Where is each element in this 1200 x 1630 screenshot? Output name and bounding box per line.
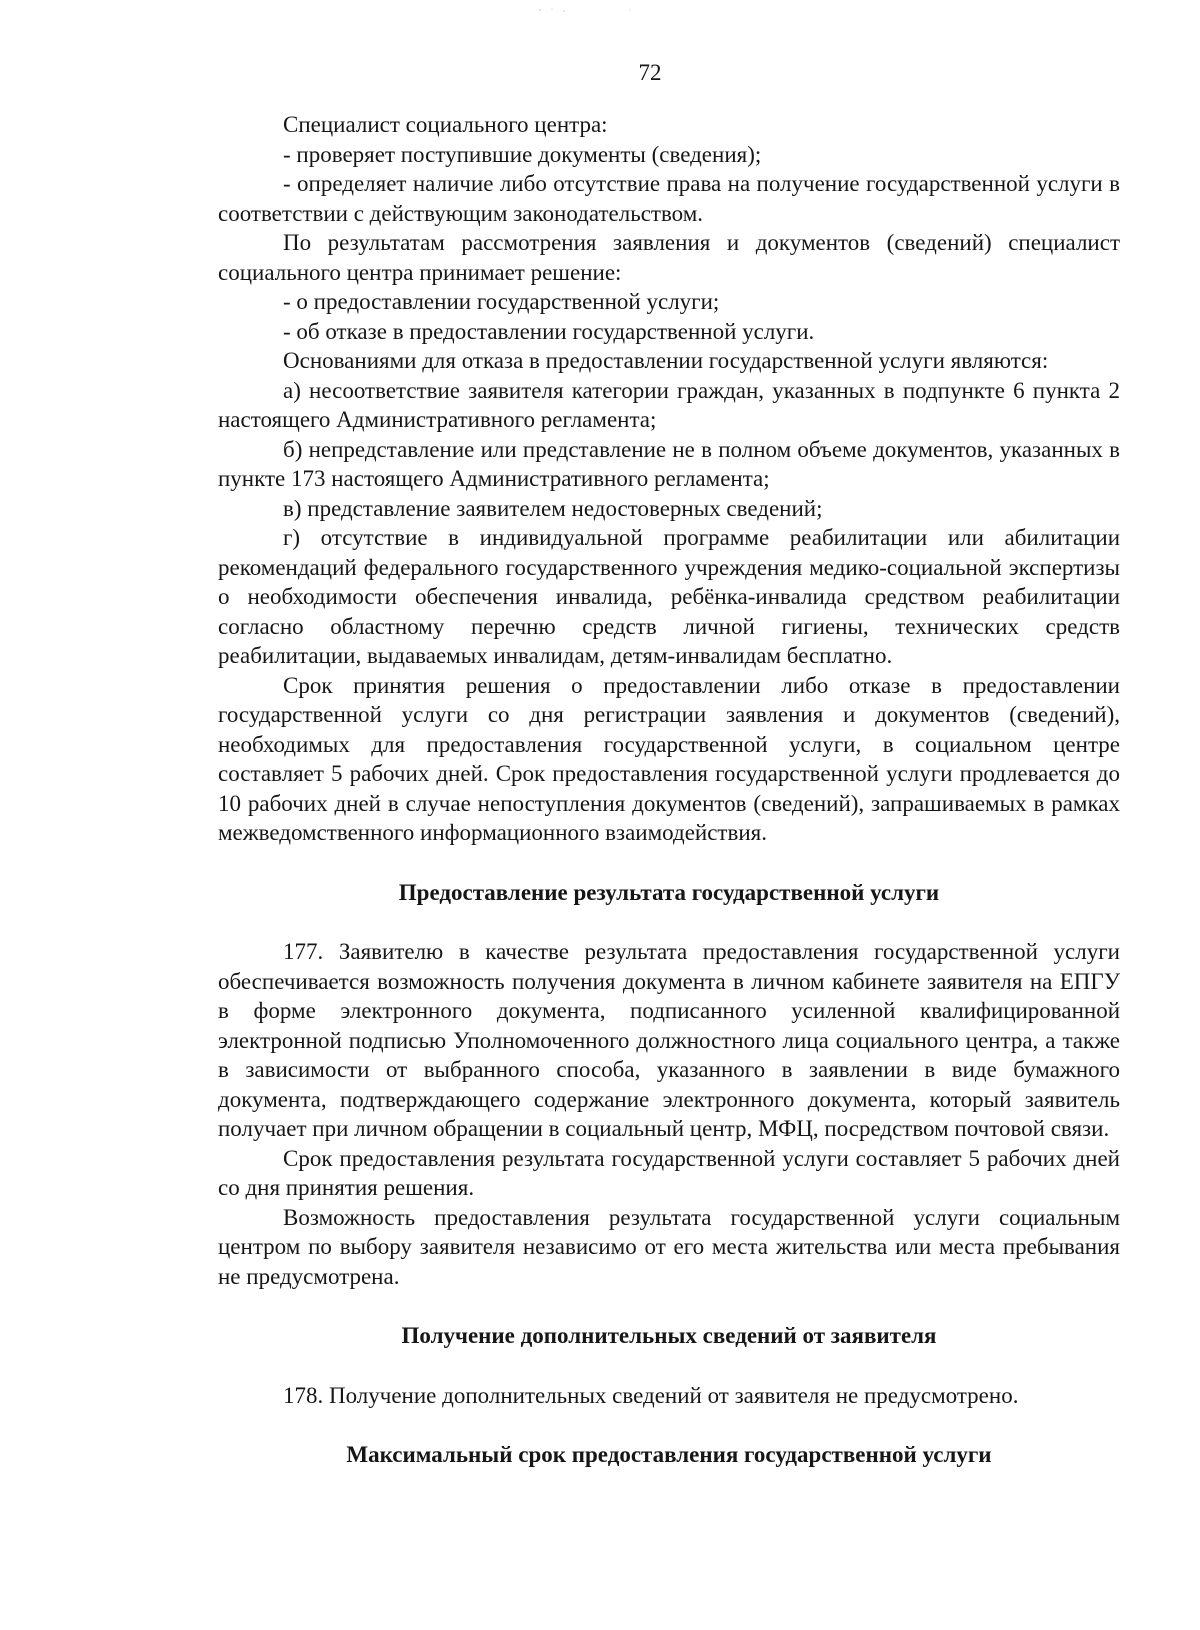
paragraph: - определяет наличие либо отсутствие права на получение государственной услуги в соответствии с действующим законодательством.	[218, 171, 1120, 226]
paragraph: Специалист социального центра:	[283, 112, 608, 137]
paragraph: в) представление заявителем недостоверных сведений;	[283, 495, 823, 521]
paragraph: г) отсутствие в индивидуальной программе реабилитации или абилитации рекомендаций федерального государственного учреждения медико-социальной экспертизы о необходимости обеспечения инвалида, ребёнка-инвалида средством реабилитации согласно областному перечню средств личной гигиены, технических средств реабилитации, выдаваемых инвалидам, детям-инвалидам бесплатно.	[218, 525, 1120, 668]
section-heading: Предоставление результата государственной услуги	[398, 879, 940, 905]
section-heading: Максимальный срок предоставления государственной услуги	[346, 1442, 992, 1467]
page-number: 72	[638, 60, 662, 85]
paragraph: Возможность предоставления результата государственной услуги социальным центром по выбору заявителя независимо от его места жительства или места пребывания не предусмотрена.	[218, 1204, 1120, 1289]
document-body	[218, 110, 1120, 1470]
paragraph: - проверяет поступившие документы (сведения);	[283, 141, 762, 167]
paragraph: 178. Получение дополнительных сведений от заявителя не предусмотрено.	[283, 1382, 1019, 1408]
scan-artifact	[520, 6, 640, 14]
paragraph: Основаниями для отказа в предоставлении государственной услуги являются:	[283, 348, 1049, 373]
paragraph: б) непредставление или представление не в полном объеме документов, указанных в пункте 173 настоящего Административного регламента;	[218, 436, 1120, 491]
paragraph: 177. Заявителю в качестве результата предоставления государственной услуги обеспечивается возможность получения документа в личном кабинете заявителя на ЕПГУ в форме электронного документа, подписанного усиленной квалифицированной электронной подписью Уполномоченного должностного лица социального центра, а также в зависимости от выбранного способа, указанного в заявлении в виде бумажного документа, подтверждающего содержание электронного документа, который заявитель получает при личном обращении в социальный центр, МФЦ, посредством почтовой связи.	[218, 939, 1120, 1141]
paragraph: По результатам рассмотрения заявления и документов (сведений) специалист социального центра принимает решение:	[218, 230, 1120, 285]
section-heading: Получение дополнительных сведений от заявителя	[401, 1323, 937, 1348]
paragraph: Срок принятия решения о предоставлении либо отказе в предоставлении государственной услуги со дня регистрации заявления и документов (сведений), необходимых для предоставления государственной услуги, в социальном центре составляет 5 рабочих дней. Срок предоставления государственной услуги продлевается до 10 рабочих дней в случае непоступления документов (сведений), запрашиваемых в рамках межведомственного информационного взаимодействия.	[218, 672, 1120, 845]
paragraph: - о предоставлении государственной услуги;	[283, 289, 720, 314]
paragraph: Срок предоставления результата государственной услуги составляет 5 рабочих дней со дня принятия решения.	[218, 1145, 1120, 1200]
paragraph: а) несоответствие заявителя категории граждан, указанных в подпункте 6 пункта 2 настоящего Административного регламента;	[218, 377, 1120, 432]
paragraph: - об отказе в предоставлении государственной услуги.	[283, 318, 815, 344]
